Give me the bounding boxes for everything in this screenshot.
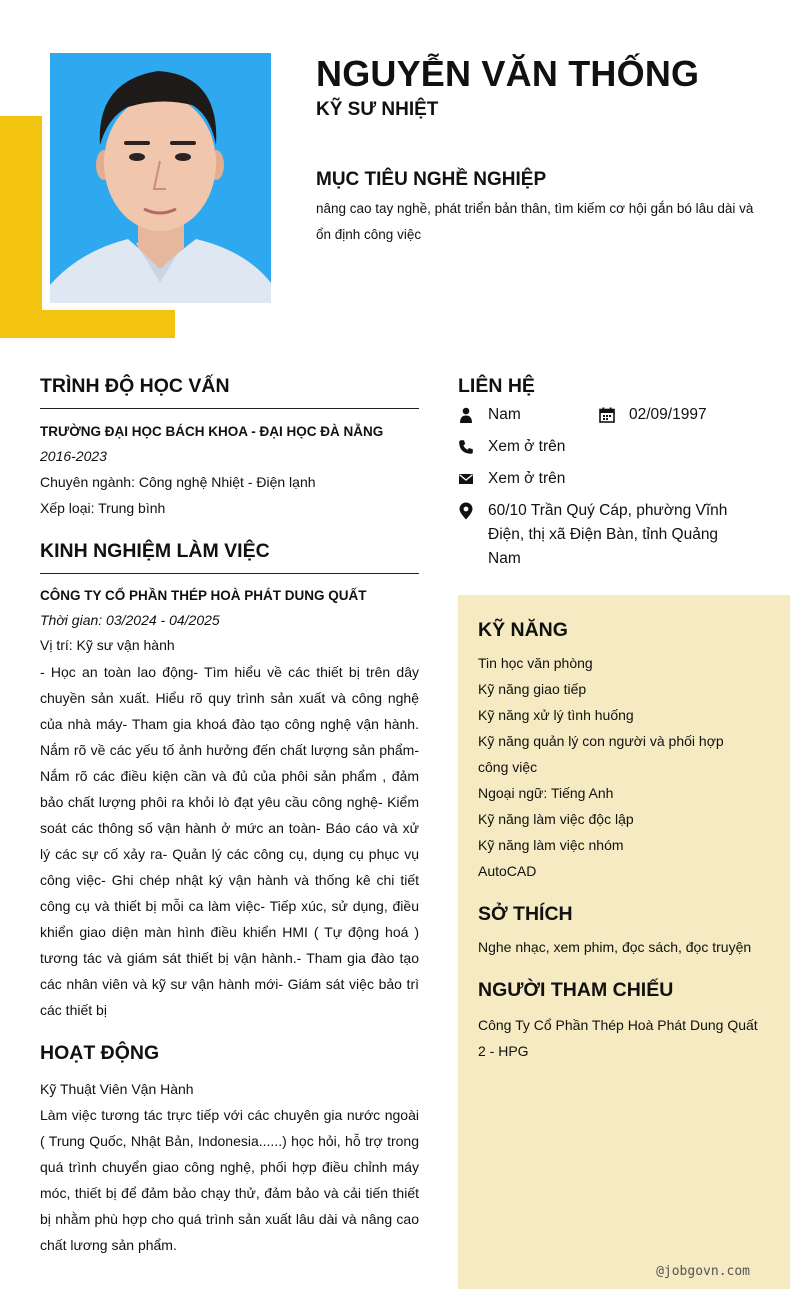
activities-heading: HOẠT ĐỘNG bbox=[40, 1042, 160, 1064]
left-column bbox=[40, 373, 419, 1258]
contact-gender: Nam bbox=[488, 406, 521, 423]
skill-item: Tin học văn phòng bbox=[478, 655, 593, 671]
skill-item: Kỹ năng làm việc độc lập bbox=[478, 811, 634, 827]
accent-bar-vertical bbox=[0, 116, 42, 338]
hobbies-text: Nghe nhạc, xem phim, đọc sách, đọc truyện bbox=[478, 939, 752, 955]
experience-divider bbox=[40, 573, 419, 574]
contact-row-phone bbox=[458, 435, 758, 467]
contact-phone: Xem ở trên bbox=[488, 438, 566, 455]
full-name: NGUYỄN VĂN THỐNG bbox=[316, 53, 700, 94]
sidebar-panel bbox=[458, 595, 790, 1289]
skill-item: AutoCAD bbox=[478, 863, 537, 879]
contact-row-gender-birthday bbox=[458, 403, 758, 435]
skill-item: Kỹ năng giao tiếp bbox=[478, 681, 587, 697]
contact-row-email bbox=[458, 467, 758, 499]
activities-role: Kỹ Thuật Viên Vận Hành bbox=[40, 1081, 194, 1097]
experience-position: Vị trí: Kỹ sư vận hành bbox=[40, 637, 175, 653]
objective-text: nâng cao tay nghề, phát triển bản thân, tìm kiếm cơ hội gắn bó lâu dài và ổn định công việc bbox=[316, 201, 754, 242]
skill-item: Kỹ năng xử lý tình huống bbox=[478, 707, 634, 723]
education-years: 2016-2023 bbox=[40, 448, 107, 464]
education-heading: TRÌNH ĐỘ HỌC VẤN bbox=[40, 375, 230, 397]
hobbies-heading: SỞ THÍCH bbox=[478, 903, 573, 925]
accent-bar-horizontal bbox=[0, 310, 175, 338]
references-text: Công Ty Cổ Phần Thép Hoà Phát Dung Quất 2 - HPG bbox=[478, 1017, 758, 1059]
mail-icon bbox=[458, 471, 474, 487]
skill-item: Kỹ năng làm việc nhóm bbox=[478, 837, 624, 853]
profile-photo-illustration bbox=[50, 53, 271, 303]
experience-description: - Học an toàn lao động- Tìm hiểu về các thiết bị trên dây chuyền sản xuất. Hiểu rõ quy trình sản xuất và công nghệ của nhà máy- Tham gia khoá đào tạo công nghệ vận hành. Nắm rõ về các yếu tố ảnh hưởng đến chất lượng sản phẩm- Nắm rõ các điều kiện cần và đủ của phôi sản phẩm , đảm bảo chất lượng phôi ra khỏi lò đạt yêu cầu công nghệ- Kiểm soát các thông số vận hành ở mức an toàn- Báo cáo và xử lý các sự cố xảy ra- Quản lý các công cụ, dụng cụ phục vụ công việc- Ghi chép nhật ký vận hành và thống kê chi tiết công cụ và thiết bị mỗi ca làm việc- Tiếp xúc, sử dụng, điều khiển giao diện màn hình điều khiển HMI ( Tự động hoá ) tương tác và giám sát thiết bị vận hành.- Tham gia đào tạo các nhân viên và kỹ sư vận hành mới- Giám sát việc bảo trì các thiết bị bbox=[40, 664, 419, 1018]
contact-address: 60/10 Trần Quý Cáp, phường Vĩnh Điện, thị xã Điện Bàn, tỉnh Quảng Nam bbox=[488, 502, 728, 567]
education-major: Chuyên ngành: Công nghệ Nhiệt - Điện lạnh bbox=[40, 474, 316, 490]
education-grade: Xếp loại: Trung bình bbox=[40, 500, 166, 516]
contact-birthday: 02/09/1997 bbox=[629, 406, 707, 423]
objective-heading: MỤC TIÊU NGHỀ NGHIỆP bbox=[316, 169, 547, 190]
contact-email: Xem ở trên bbox=[488, 470, 566, 487]
contact-section bbox=[458, 373, 758, 571]
skill-item: Kỹ năng quản lý con người và phối hợp công việc bbox=[478, 733, 724, 775]
education-school: TRƯỜNG ĐẠI HỌC BÁCH KHOA - ĐẠI HỌC ĐÀ NẴNG bbox=[40, 424, 384, 439]
job-title: KỸ SƯ NHIỆT bbox=[316, 99, 439, 120]
skill-item: Ngoại ngữ: Tiếng Anh bbox=[478, 785, 614, 801]
experience-heading: KINH NGHIỆM LÀM VIỆC bbox=[40, 540, 270, 562]
calendar-icon bbox=[599, 407, 615, 423]
person-icon bbox=[458, 407, 474, 423]
activities-description: Làm việc tương tác trực tiếp với các chuyên gia nước ngoài ( Trung Quốc, Nhật Bản, Indonesia......) học hỏi, hỗ trợ trong quá trình chuyển giao công nghệ, phối hợp điều chỉnh máy móc, thiết bị để đảm bảo chạy thử, đảm bảo và cải tiến thiết bị nhằm phù hợp cho quá trình sản xuất lâu dài và nâng cao chất lương sản phẩm. bbox=[40, 1107, 419, 1253]
skills-list bbox=[478, 650, 770, 884]
watermark: @jobgovn.com bbox=[656, 1264, 750, 1279]
references-heading: NGƯỜI THAM CHIẾU bbox=[478, 979, 674, 1001]
contact-row-address bbox=[458, 499, 758, 571]
experience-company: CÔNG TY CỔ PHẦN THÉP HOÀ PHÁT DUNG QUẤT bbox=[40, 588, 367, 603]
skills-heading: KỸ NĂNG bbox=[478, 619, 568, 641]
location-pin-icon bbox=[458, 502, 474, 520]
phone-icon bbox=[458, 439, 474, 455]
profile-photo bbox=[50, 53, 271, 303]
cv-header bbox=[316, 52, 766, 248]
education-divider bbox=[40, 408, 419, 409]
contact-heading: LIÊN HỆ bbox=[458, 375, 535, 397]
experience-period: Thời gian: 03/2024 - 04/2025 bbox=[40, 612, 220, 628]
